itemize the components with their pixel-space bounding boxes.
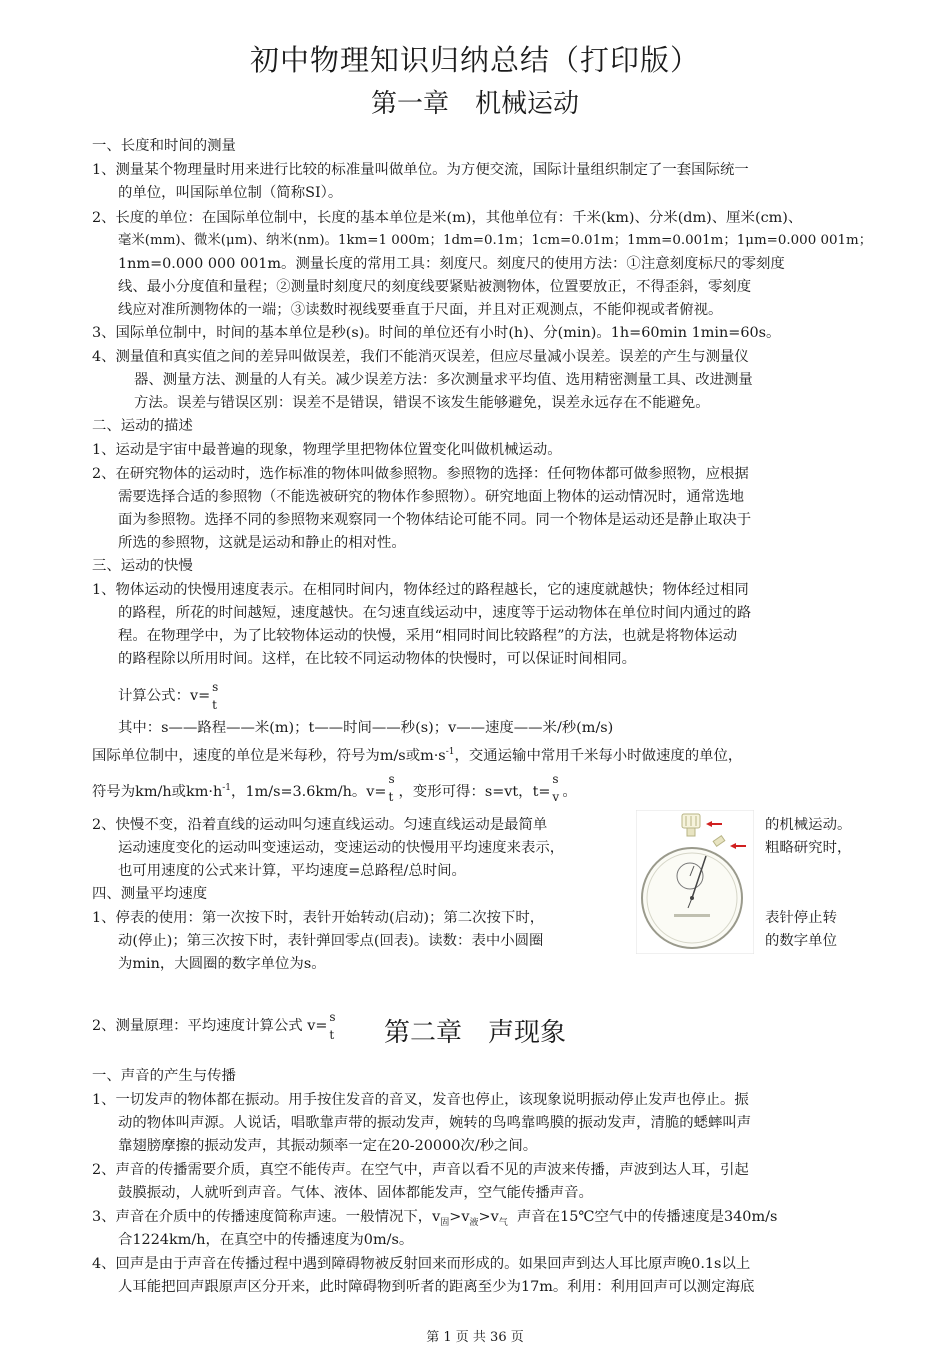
paragraph-line: 为min，大圆圈的数字单位为s。 bbox=[118, 956, 326, 972]
paragraph-line: 的路程除以所用时间。这样，在比较不同运动物体的快慢时，可以保证时间相同。 bbox=[118, 651, 637, 667]
paragraph-line: 毫米(mm)、微米(μm)、纳米(nm)。1km=1 000m；1dm=0.1m；1cm=0.01m；1mm=0.001m；1μm=0.000 001m； bbox=[118, 233, 873, 248]
paragraph-line: 线、最小分度值和量程；②测量时刻度尺的刻度线要紧贴被测物体，位置要放正，不得歪斜，零刻度 bbox=[118, 279, 752, 295]
paragraph-line: 程。在物理学中，为了比较物体运动的快慢，采用“相同时间比较路程”的方法，也就是将物体运动 bbox=[118, 628, 738, 644]
paragraph-line: 2、长度的单位：在国际单位制中，长度的基本单位是米(m)，其他单位有：千米(km)、分米(dm)、厘米(cm)、 bbox=[92, 210, 803, 226]
section-heading: 三、运动的快慢 bbox=[92, 558, 193, 574]
paragraph-line: 1、测量某个物理量时用来进行比较的标准量叫做单位。为方便交流，国际计量组织制定了一套国际统一 bbox=[92, 162, 749, 178]
paragraph-line: 1、停表的使用：第一次按下时，表针开始转动(启动)；第二次按下时， bbox=[92, 910, 545, 926]
paragraph-line: 的单位，叫国际单位制（简称SI）。 bbox=[118, 185, 343, 201]
fraction-s-over-t: s t bbox=[212, 680, 219, 712]
paragraph-line: 也可用速度的公式来计算，平均速度=总路程/总时间。 bbox=[118, 863, 466, 879]
paragraph-line: 的路程，所花的时间越短，速度越快。在匀速直线运动中，速度等于运动物体在单位时间内通过的路 bbox=[118, 605, 752, 621]
fraction-s-over-v: s v bbox=[552, 772, 560, 804]
fraction-s-over-t: s t bbox=[388, 772, 395, 804]
paragraph-line: 动的物体叫声源。人说话，唱歌靠声带的振动发声，婉转的鸟鸣靠鸣膜的振动发声，清脆的蟋蟀叫声 bbox=[118, 1115, 752, 1131]
paragraph-line: 方法。误差与错误区别：误差不是错误，错误不该发生能够避免，误差永远存在不能避免。 bbox=[134, 395, 710, 411]
paragraph-line: 合1224km/h，在真空中的传播速度为0m/s。 bbox=[118, 1232, 414, 1248]
paragraph-line: 2、在研究物体的运动时，选作标准的物体叫做参照物。参照物的选择：任何物体都可做参照物，应根据 bbox=[92, 466, 749, 482]
section-heading: 一、长度和时间的测量 bbox=[92, 138, 236, 154]
fraction-s-over-t: s t bbox=[329, 1010, 336, 1042]
formula-line: 2、测量原理：平均速度计算公式 v= s t bbox=[92, 1015, 339, 1037]
paragraph-line: 粗略研究时， bbox=[765, 840, 852, 856]
paragraph-line: 所选的参照物，这就是运动和静止的相对性。 bbox=[118, 535, 406, 551]
paragraph-line: 1、运动是宇宙中最普遍的现象，物理学里把物体位置变化叫做机械运动。 bbox=[92, 442, 562, 458]
section-heading: 二、运动的描述 bbox=[92, 418, 193, 434]
paragraph-line: 运动速度变化的运动叫变速运动，变速运动的快慢用平均速度来表示， bbox=[118, 840, 565, 856]
formula-line bbox=[118, 680, 222, 712]
paragraph-line: 动(停止)；第三次按下时，表针弹回零点(回表)。读数：表中小圆圈 bbox=[118, 933, 544, 949]
section-heading: 四、测量平均速度 bbox=[92, 886, 208, 902]
paragraph-line: 1、一切发声的物体都在振动。用手按住发音的音叉，发音也停止，该现象说明振动停止发声也停止。振 bbox=[92, 1092, 749, 1108]
paragraph-line: 需要选择合适的参照物（不能选被研究的物体作参照物）。研究地面上物体的运动情况时，通常选地 bbox=[118, 489, 744, 505]
paragraph-line: 的机械运动。 bbox=[765, 817, 852, 833]
paragraph-line: 2、声音的传播需要介质，真空不能传声。在空气中，声音以看不见的声波来传播，声波到达人耳，引起 bbox=[92, 1162, 749, 1178]
paragraph-line: 面为参照物。选择不同的参照物来观察同一个物体结论可能不同。同一个物体是运动还是静止取决于 bbox=[118, 512, 752, 528]
section-heading: 一、声音的产生与传播 bbox=[92, 1068, 236, 1084]
page-footer: 第 1 页 共 36 页 bbox=[426, 1330, 524, 1345]
symbols-line: 其中：s——路程——米(m)；t——时间——秒(s)；v——速度——米/秒(m/s) bbox=[118, 720, 614, 736]
chapter-1-title: 第一章 机械运动 bbox=[370, 89, 579, 119]
paragraph-line: 1nm=0.000 000 001m。测量长度的常用工具：刻度尺。刻度尺的使用方法：①注意刻度标尺的零刻度 bbox=[118, 256, 785, 272]
stopwatch-image bbox=[636, 810, 754, 954]
paragraph-line: 2、快慢不变，沿着直线的运动叫匀速直线运动。匀速直线运动是最简单 bbox=[92, 817, 548, 833]
paragraph-line: 器、测量方法、测量的人有关。减少误差方法：多次测量求平均值、选用精密测量工具、改进测量 bbox=[134, 372, 753, 388]
paragraph-line: 人耳能把回声跟原声区分开来，此时障碍物到听者的距离至少为17m。利用：利用回声可以测定海底 bbox=[118, 1279, 755, 1295]
unit-line: 国际单位制中，速度的单位是米每秒，符号为m/s或$m\cdot s^{-1}$，交通运输中常用千米每小时做速度的单位， bbox=[92, 747, 743, 764]
paragraph-line: 鼓膜振动，人就听到声音。气体、液体、固体都能发声，空气能传播声音。 bbox=[118, 1185, 593, 1201]
paragraph-line: 靠翅膀摩擦的振动发声，其振动频率一定在20-20000次/秒之间。 bbox=[118, 1138, 538, 1154]
paragraph-line: 4、测量值和真实值之间的差异叫做误差，我们不能消灭误差，但应尽量减小误差。误差的产生与测量仪 bbox=[92, 349, 749, 365]
paragraph-line: 4、回声是由于声音在传播过程中遇到障碍物被反射回来而形成的。如果回声到达人耳比原声晚0.1s以上 bbox=[92, 1256, 751, 1272]
paragraph-line: 3、国际单位制中，时间的基本单位是秒(s)。时间的单位还有小时(h)、分(min)。1h=60min 1min=60s。 bbox=[92, 325, 781, 341]
paragraph-line: 3、声音在介质中的传播速度简称声速。一般情况下，$v_固>v_液>v_气$ 声音在15℃空气中的传播速度是340m/s bbox=[92, 1209, 778, 1228]
paragraph-line: 线应对准所测物体的一端；③读数时视线要垂直于尺面，并且对正观测点，不能仰视或者俯视。 bbox=[118, 302, 723, 318]
paragraph-line: 表针停止转 bbox=[765, 910, 837, 926]
document-title: 初中物理知识归纳总结（打印版） bbox=[249, 43, 700, 77]
unit-line: 符号为km/h或$km\cdot h^{-1}$，1m/s=3.6km/h。v= s t ，变形可得：s=vt，t= s v 。 bbox=[92, 772, 577, 804]
paragraph-line: 1、物体运动的快慢用速度表示。在相同时间内，物体经过的路程越长，它的速度就越快；物体经过相同 bbox=[92, 582, 749, 598]
chapter-2-title: 第二章 声现象 bbox=[383, 1018, 566, 1048]
paragraph-line: 的数字单位 bbox=[765, 933, 837, 949]
formula-label: 计算公式：v= bbox=[118, 688, 211, 704]
